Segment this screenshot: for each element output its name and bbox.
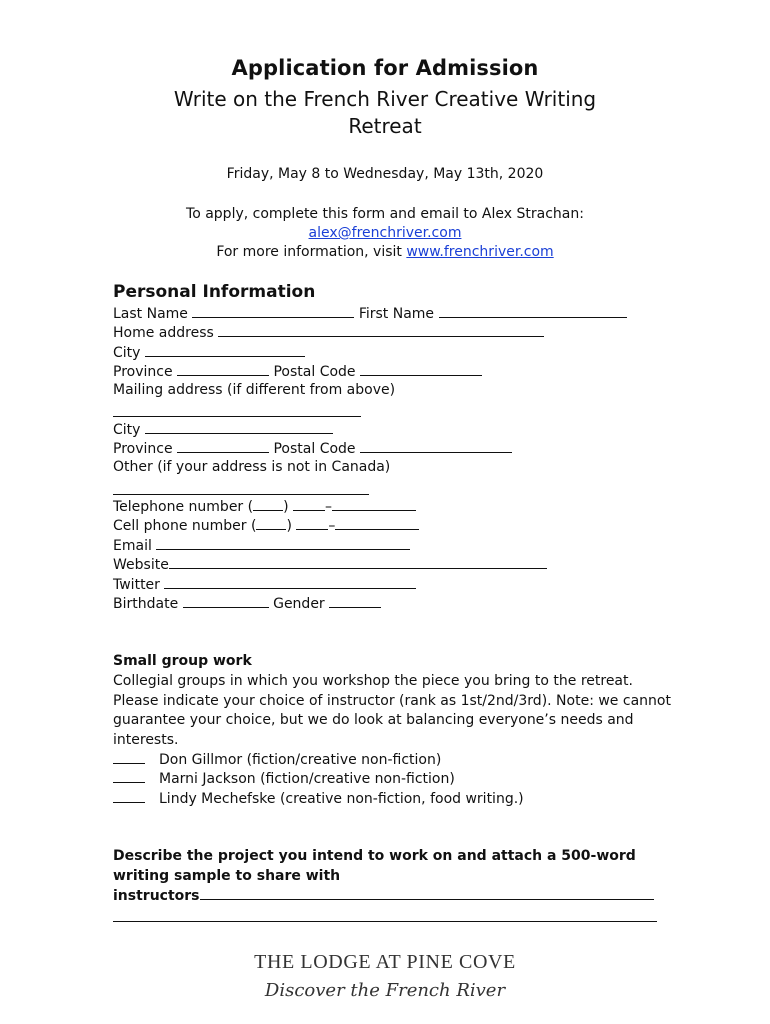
lodge-logo-tagline: Discover the French River	[264, 980, 506, 1001]
rank-field[interactable]	[113, 769, 145, 783]
telephone-area-field[interactable]	[253, 497, 283, 511]
mailing-city-field[interactable]	[145, 420, 333, 434]
website-field[interactable]	[169, 555, 547, 569]
email-field[interactable]	[156, 536, 410, 550]
birthdate-row	[113, 594, 381, 613]
mailing-city-label: City	[113, 422, 141, 438]
project-prompt	[113, 847, 673, 907]
project-prompt-line-1: Describe the project you intend to work on and attach a 500-word	[113, 848, 636, 864]
project-description-field[interactable]	[200, 886, 654, 900]
cell-line-field[interactable]	[335, 516, 419, 530]
mailing-city-row	[113, 420, 333, 439]
rank-field[interactable]	[113, 750, 145, 764]
postal-code-field[interactable]	[360, 362, 482, 376]
instructor-option	[113, 750, 441, 768]
email-row	[113, 536, 410, 555]
telephone-prefix-field[interactable]	[293, 497, 325, 511]
twitter-label: Twitter	[113, 577, 160, 593]
home-address-field[interactable]	[218, 323, 544, 337]
city-field[interactable]	[145, 343, 305, 357]
postal-code-label: Postal Code	[273, 364, 356, 380]
home-address-label: Home address	[113, 325, 214, 341]
more-info-text: For more information, visit	[216, 244, 407, 260]
instructor-label: Don Gillmor (fiction/creative non-fiction)	[159, 752, 442, 768]
telephone-dash: –	[325, 499, 333, 515]
apply-instructions	[0, 205, 770, 262]
instructor-option	[113, 789, 524, 807]
rank-field[interactable]	[113, 789, 145, 803]
mailing-address-field[interactable]	[113, 415, 361, 417]
mailing-postal-code-field[interactable]	[360, 439, 512, 453]
city-row	[113, 343, 305, 362]
instructor-label: Lindy Mechefske (creative non-fiction, food writing.)	[159, 791, 524, 807]
telephone-row	[113, 497, 416, 516]
project-description-field-line-2[interactable]	[113, 920, 657, 922]
small-group-description: Collegial groups in which you workshop the piece you bring to the retreat. Please indicate your choice of instructor (rank as 1st/2nd/3rd). Note: we cannot guarantee your choice, but we do look at balancing everyone’s needs and interests.	[113, 673, 671, 748]
last-name-field[interactable]	[192, 304, 354, 318]
telephone-paren: )	[283, 499, 289, 515]
first-name-field[interactable]	[439, 304, 627, 318]
other-address-label: Other (if your address is not in Canada)	[113, 459, 391, 475]
province-label: Province	[113, 364, 173, 380]
cell-prefix-field[interactable]	[296, 516, 328, 530]
twitter-row	[113, 575, 416, 594]
project-prompt-line-3: instructors	[113, 888, 200, 904]
website-link[interactable]: www.frenchriver.com	[406, 244, 554, 260]
twitter-field[interactable]	[164, 575, 416, 589]
mailing-province-label: Province	[113, 441, 173, 457]
retreat-dates: Friday, May 8 to Wednesday, May 13th, 2020	[226, 166, 544, 182]
gender-field[interactable]	[329, 594, 381, 608]
small-group-heading: Small group work	[113, 653, 252, 669]
other-address-field[interactable]	[113, 493, 369, 495]
website-label: Website	[113, 557, 169, 573]
mailing-province-row	[113, 439, 512, 458]
cell-label: Cell phone number (	[113, 518, 257, 534]
cell-paren: )	[286, 518, 292, 534]
project-prompt-line-2: writing sample to share with	[113, 867, 341, 884]
last-name-label: Last Name	[113, 306, 188, 322]
mailing-address-label: Mailing address (if different from above)	[113, 382, 396, 398]
mailing-postal-code-label: Postal Code	[273, 441, 356, 457]
gender-label: Gender	[273, 596, 325, 612]
cell-area-field[interactable]	[256, 516, 286, 530]
name-row	[113, 304, 627, 323]
lodge-logo-title: THE LODGE AT PINE COVE	[254, 951, 516, 973]
form-title: Application for Admission	[231, 56, 539, 80]
form-subtitle	[0, 86, 770, 140]
home-address-row	[113, 323, 544, 342]
email-link[interactable]: alex@frenchriver.com	[308, 225, 462, 241]
first-name-label: First Name	[358, 306, 435, 322]
apply-text: To apply, complete this form and email to Alex Strachan:	[186, 206, 584, 222]
instructor-option	[113, 769, 455, 787]
instructor-label: Marni Jackson (fiction/creative non-fiction)	[159, 771, 455, 787]
province-row	[113, 362, 482, 381]
subtitle-line-2: Retreat	[348, 114, 422, 138]
birthdate-label: Birthdate	[113, 596, 179, 612]
city-label: City	[113, 345, 141, 361]
telephone-line-field[interactable]	[332, 497, 416, 511]
personal-info-heading: Personal Information	[113, 282, 316, 302]
cell-row	[113, 516, 419, 535]
telephone-label: Telephone number (	[113, 499, 254, 515]
province-field[interactable]	[177, 362, 269, 376]
website-row	[113, 555, 547, 574]
subtitle-line-1: Write on the French River Creative Writing	[173, 87, 597, 111]
cell-dash: –	[328, 518, 336, 534]
birthdate-field[interactable]	[183, 594, 269, 608]
mailing-province-field[interactable]	[177, 439, 269, 453]
email-label: Email	[113, 538, 152, 554]
